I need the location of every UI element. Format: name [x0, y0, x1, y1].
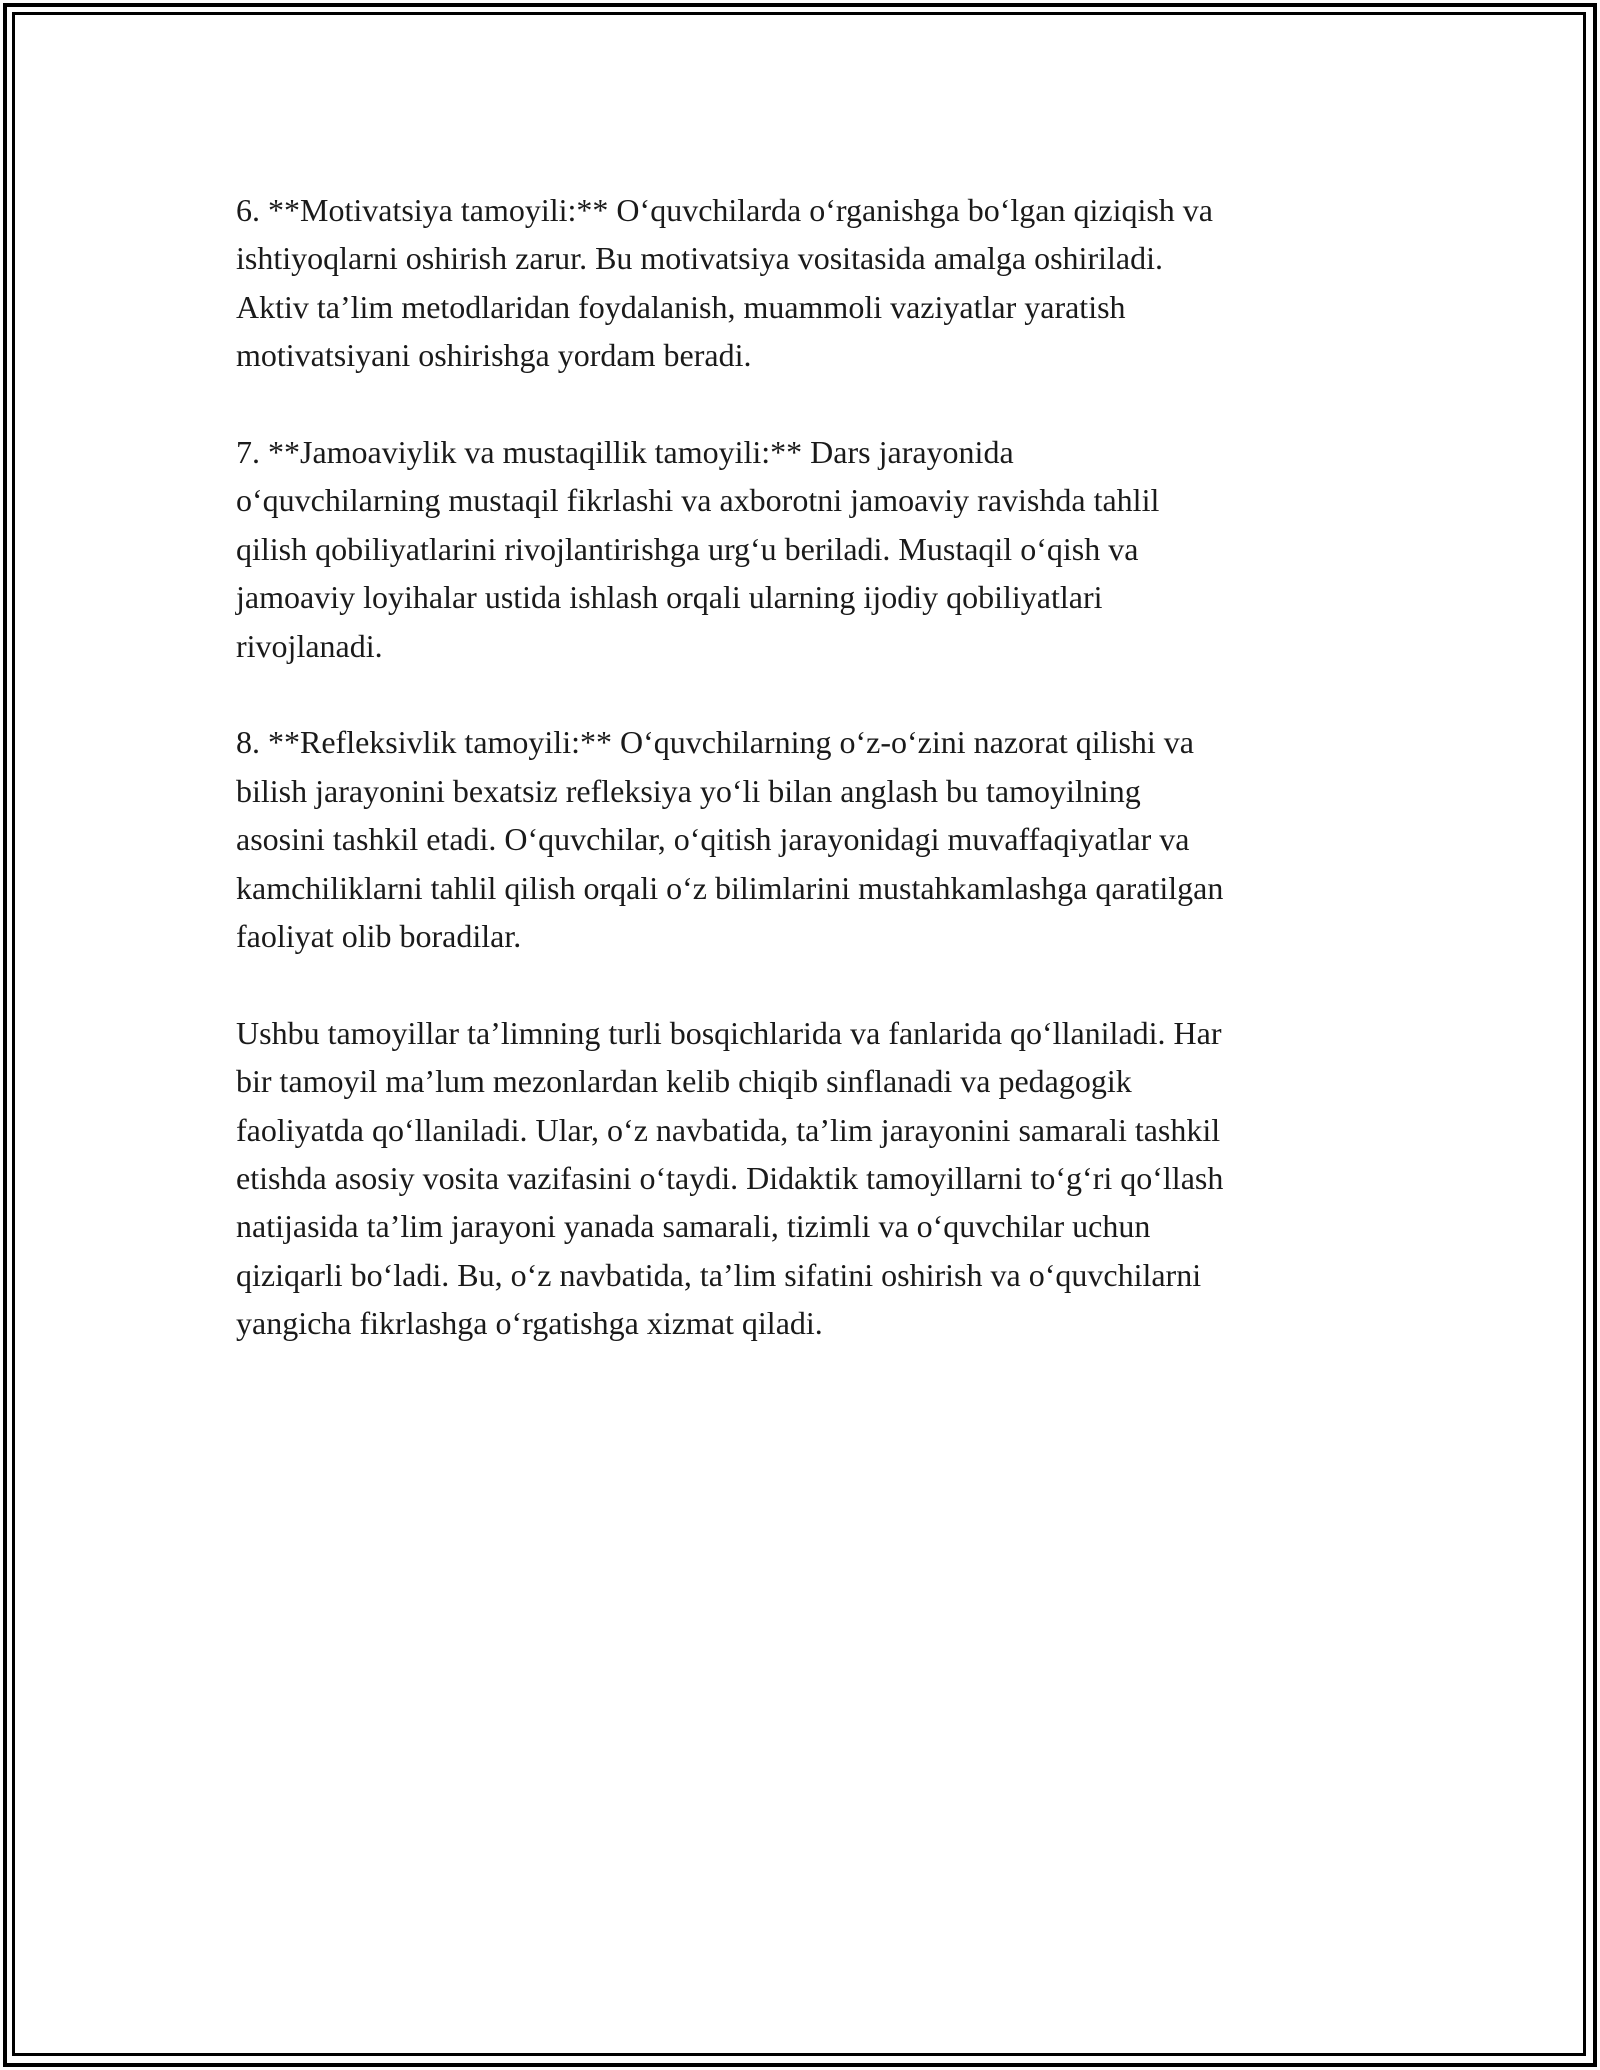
text-line: qiziqarli bo‘ladi. Bu, o‘z navbatida, ta’lim sifatini oshirish va o‘quvchilarni [236, 1256, 1202, 1293]
text-line: rivojlanadi. [236, 627, 383, 664]
text-line: kamchiliklarni tahlil qilish orqali o‘z bilimlarini mustahkamlashga qaratilgan [236, 869, 1224, 906]
text-line: Ushbu tamoyillar ta’limning turli bosqichlarida va fanlarida qo‘llaniladi. Har [236, 1014, 1222, 1051]
text-line: asosini tashkil etadi. O‘quvchilar, o‘qitish jarayonidagi muvaffaqiyatlar va [236, 821, 1190, 858]
paragraph-conclusion [236, 1009, 1386, 1348]
text-line: motivatsiyani oshirishga yordam beradi. [236, 337, 752, 374]
text-line: ishtiyoqlarni oshirish zarur. Bu motivatsiya vositasida amalga oshiriladi. [236, 240, 1163, 277]
text-line: qilish qobiliyatlarini rivojlantirishga urg‘u beriladi. Mustaqil o‘qish va [236, 530, 1139, 567]
paragraph-motivation-principle [236, 186, 1386, 380]
text-line: 6. **Motivatsiya tamoyili:** O‘quvchilarda o‘rganishga bo‘lgan qiziqish va [236, 192, 1213, 228]
text-line: yangicha fikrlashga o‘rgatishga xizmat qiladi. [236, 1305, 823, 1342]
paragraph-reflexivity-principle [236, 718, 1386, 960]
text-line: o‘quvchilarning mustaqil fikrlashi va axborotni jamoaviy ravishda tahlil [236, 482, 1160, 519]
text-line: faoliyat olib boradilar. [236, 918, 522, 955]
text-line: bir tamoyil ma’lum mezonlardan kelib chiqib sinflanadi va pedagogik [236, 1063, 1132, 1100]
text-line: jamoaviy loyihalar ustida ishlash orqali ularning ijodiy qobiliyatlari [236, 579, 1103, 616]
text-line: 8. **Refleksivlik tamoyili:** O‘quvchilarning o‘z-o‘zini nazorat qilishi va [236, 724, 1194, 761]
text-line: 7. **Jamoaviylik va mustaqillik tamoyili:** Dars jarayonida [236, 434, 1014, 471]
text-line: faoliyatda qo‘llaniladi. Ular, o‘z navbatida, ta’lim jarayonini samarali tashkil [236, 1111, 1221, 1148]
document-body [236, 186, 1386, 1396]
text-line: etishda asosiy vosita vazifasini o‘taydi. Didaktik tamoyillarni to‘g‘ri qo‘llash [236, 1160, 1224, 1197]
text-line: natijasida ta’lim jarayoni yanada samarali, tizimli va o‘quvchilar uchun [236, 1208, 1151, 1245]
paragraph-collectivity-independence-principle [236, 428, 1386, 670]
text-line: Aktiv ta’lim metodlaridan foydalanish, muammoli vaziyatlar yaratish [236, 288, 1126, 325]
text-line: bilish jarayonini bexatsiz refleksiya yo‘li bilan anglash bu tamoyilning [236, 772, 1141, 809]
